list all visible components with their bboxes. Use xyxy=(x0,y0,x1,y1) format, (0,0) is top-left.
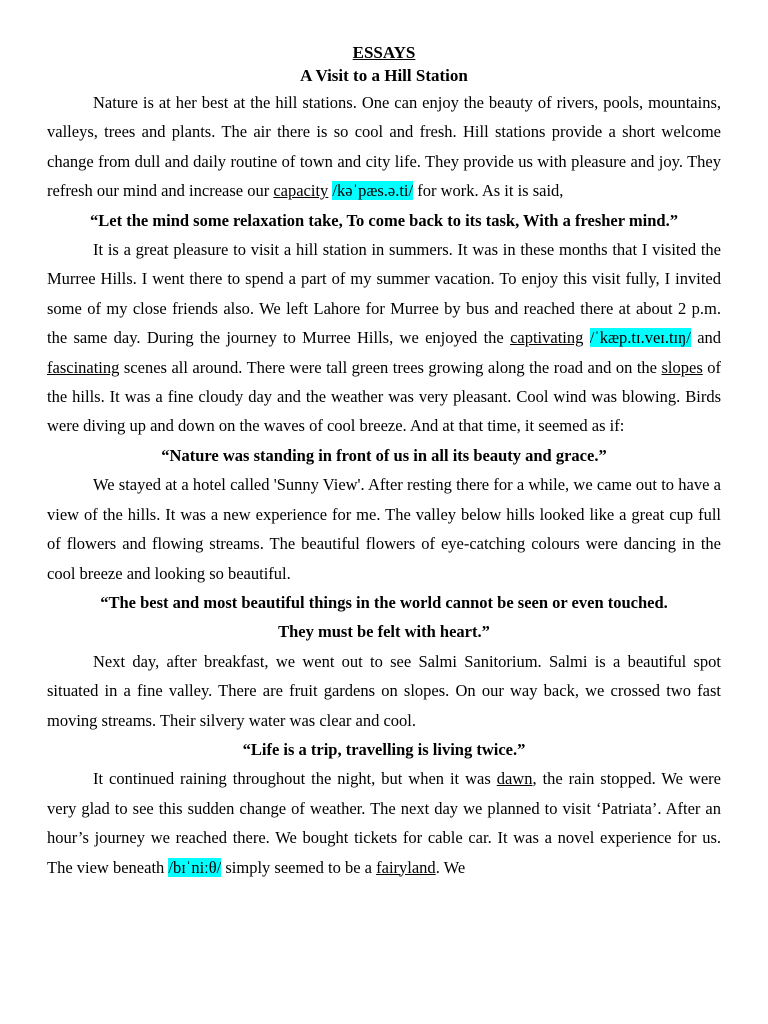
paragraph-2-text-c: scenes all around. There were tall green trees growing along the road and on the xyxy=(119,357,662,377)
quote-2: “Nature was standing in front of us in all its beauty and grace.” xyxy=(161,445,607,465)
paragraph-2 xyxy=(47,235,721,441)
word-slopes: slopes xyxy=(661,357,703,377)
paragraph-5-text-b: , the rain stopped. We were very glad to see this sudden change of weather. The next day we planned to visit ‘Patriata’. After an hour’s journey we reached there. We bought tickets for cable car. It was a novel experience for us. The view beneath xyxy=(47,769,721,877)
ipa-capacity: /kəˈpæs.ə.ti/ xyxy=(332,181,414,201)
paragraph-3: We stayed at a hotel called 'Sunny View'. After resting there for a while, we came out to have a view of the hills. It was a new experience for me. The valley below hills looked like a great cup full of flowers and flowing streams. The beautiful flowers of eye-catching colours were dancing in the cool breeze and looking so beautiful. xyxy=(47,475,721,583)
paragraph-5-text-a: It continued raining throughout the night, but when it was xyxy=(93,769,497,789)
essay-title: A Visit to a Hill Station xyxy=(300,66,468,85)
ipa-captivating: /ˈkæp.tɪ.veɪ.tɪŋ/ xyxy=(589,328,691,348)
paragraph-5-text-d: . We xyxy=(435,857,466,877)
quote-1: “Let the mind some relaxation take, To come back to its task, With a fresher mind.” xyxy=(90,210,678,230)
paragraph-1-text-a: Nature is at her best at the hill stations. One can enjoy the beauty of rivers, pools, mountains, valleys, trees and plants. The air there is so cool and fresh. Hill stations provide a short welcome change from dull and daily routine of town and city life. They provide us with pleasure and joy. They refresh our mind and increase our xyxy=(47,93,721,201)
essays-heading: ESSAYS xyxy=(352,43,416,62)
paragraph-4: Next day, after breakfast, we went out to see Salmi Sanitorium. Salmi is a beautiful spot situated in a fine valley. There are fruit gardens on slopes. On our way back, we crossed two fast moving streams. Their silvery water was clear and cool. xyxy=(47,651,721,730)
paragraph-5-text-c: simply seemed to be a xyxy=(221,857,377,877)
paragraph-2-text-a: It is a great pleasure to visit a hill station in summers. It was in these months that I visited the Murree Hills. I went there to spend a part of my summer vacation. To enjoy this visit fully, I invited some of my close friends also. We left Lahore for Murree by bus and reached there at about 2 p.m. the same day. During the journey to Murree Hills, we enjoyed the xyxy=(47,240,721,348)
paragraph-2-text-b: and xyxy=(690,328,722,348)
word-capacity: capacity xyxy=(273,181,329,201)
quote-3-line-2: They must be felt with heart.” xyxy=(278,622,490,642)
quote-4: “Life is a trip, travelling is living twice.” xyxy=(242,739,526,759)
essay-page xyxy=(47,42,721,882)
quote-3-line-1: “The best and most beautiful things in the world cannot be seen or even touched. xyxy=(100,592,668,612)
word-captivating: captivating xyxy=(510,328,584,348)
paragraph-1 xyxy=(47,88,721,206)
word-dawn: dawn xyxy=(496,769,533,789)
word-fairyland: fairyland xyxy=(376,857,436,877)
paragraph-5 xyxy=(47,764,721,882)
paragraph-1-text-b: for work. As it is said, xyxy=(413,181,564,201)
ipa-beneath: /bɪˈniːθ/ xyxy=(168,857,222,877)
word-fascinating: fascinating xyxy=(47,357,120,377)
paragraph-2-text-d: of the hills. It was a fine cloudy day and the weather was very pleasant. Cool wind was blowing. Birds were diving up and down on the waves of cool breeze. And at that time, it seemed as if: xyxy=(47,357,722,436)
